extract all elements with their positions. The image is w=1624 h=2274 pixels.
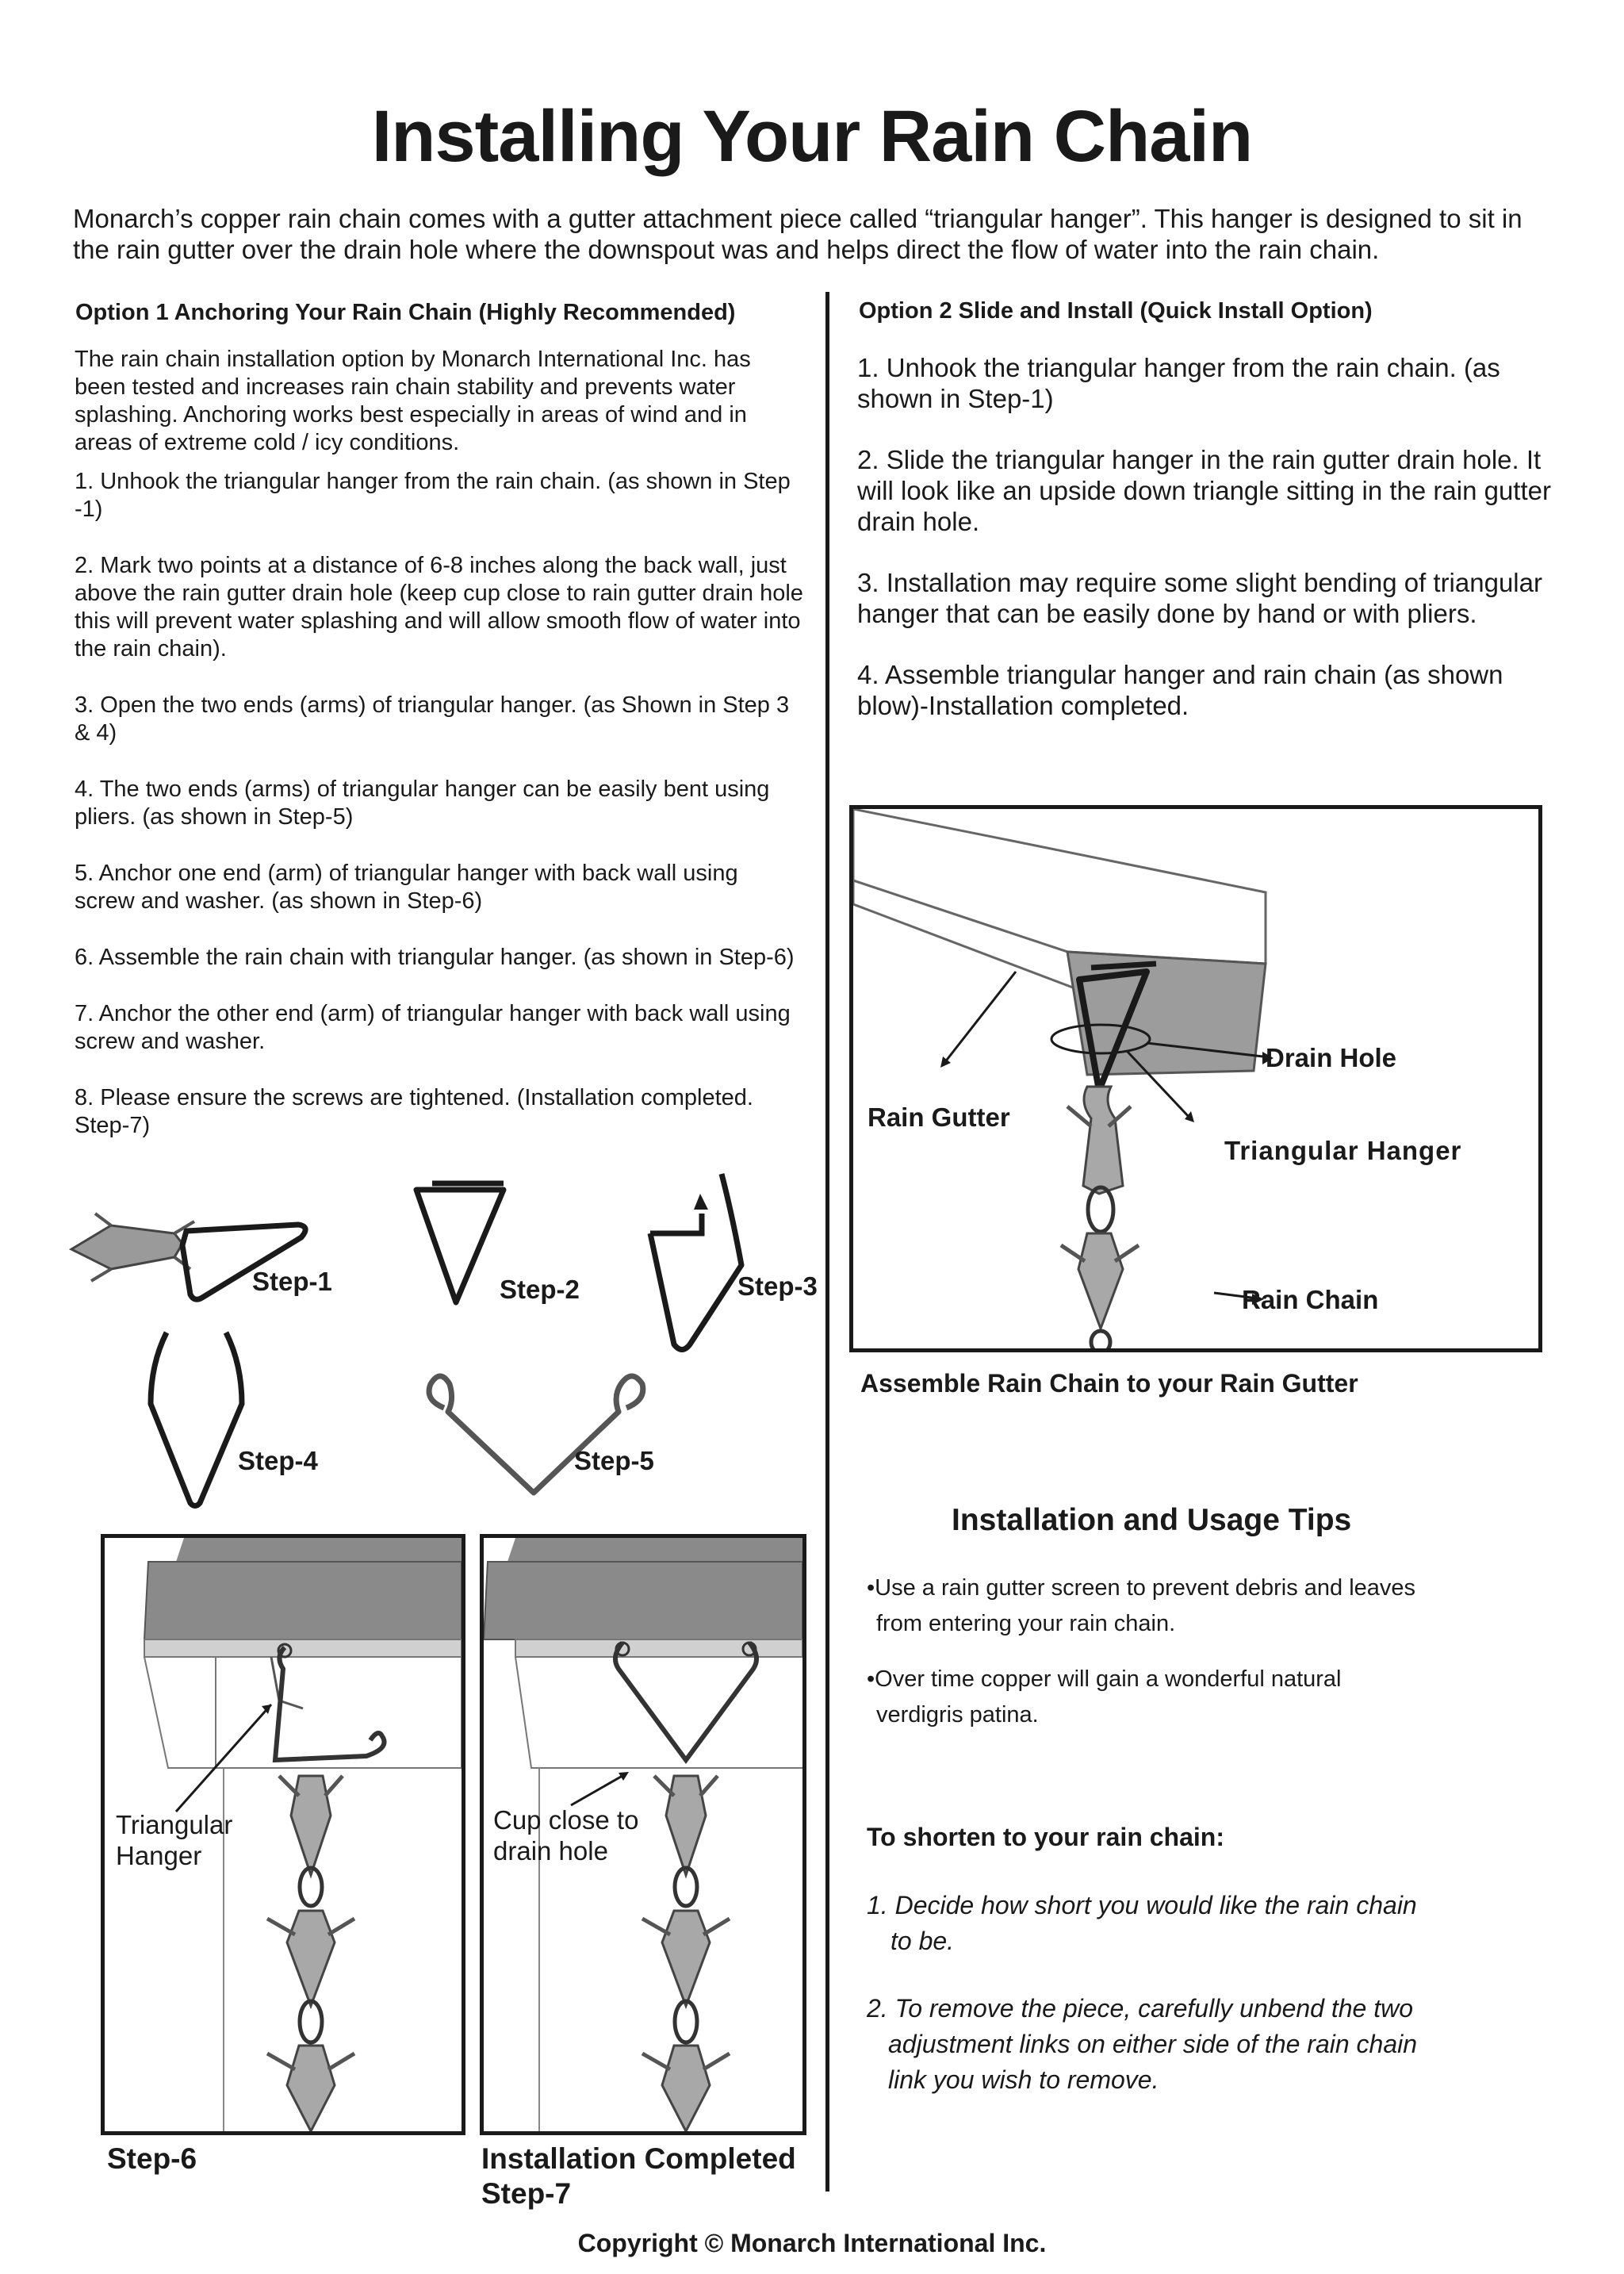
option1-step-1: 1. Unhook the triangular hanger from the rain chain. (as shown in Step -1) [75, 469, 791, 522]
step7-caption-line1: Installation Completed [481, 2142, 796, 2175]
tip-line: •Over time copper will gain a wonderful natural [867, 1666, 1342, 1692]
option1-step-2: 2. Mark two points at a distance of 6-8 inches along the back wall, just above the rain gutter drain hole (keep cup close to rain gutter drain hole this will prevent water splashing and will allow smooth flow of water into the rain chain). [75, 553, 803, 661]
option1-step-6: 6. Assemble the rain chain with triangular hanger. (as shown in Step-6) [75, 945, 795, 970]
option1-step-3: 3. Open the two ends (arms) of triangular hanger. (as Shown in Step 3 & 4) [75, 692, 790, 746]
option2-step-2: 2. Slide the triangular hanger in the rain gutter drain hole. It will look like an upside down triangle sitting in the rain gutter drain hole. [857, 445, 1551, 536]
triangular-hanger-callout [116, 1809, 232, 1871]
option1-column [75, 346, 804, 1168]
step6-caption: Step-6 [107, 2142, 197, 2175]
rain-chain-label: Rain Chain [1242, 1285, 1379, 1314]
option2-step-1: 1. Unhook the triangular hanger from the rain chain. (as shown in Step-1) [857, 353, 1500, 413]
shorten-line: 1. Decide how short you would like the rain chain [867, 1891, 1417, 1919]
copyright: Copyright © Monarch International Inc. [577, 2229, 1047, 2257]
gutter-assembly-box [849, 805, 1542, 1352]
copper-cup-icon [71, 1214, 194, 1281]
step4-illustration [143, 1325, 262, 1511]
option2-step-3: 3. Installation may require some slight bending of triangular hanger that can be easily done by hand or with pliers. [857, 568, 1542, 628]
step7-caption [481, 2142, 796, 2211]
step3-label: Step-3 [737, 1271, 818, 1301]
shorten-heading: To shorten to your rain chain: [867, 1823, 1224, 1851]
tip-item [867, 1570, 1517, 1642]
option1-step-5: 5. Anchor one end (arm) of triangular hanger with back wall using screw and washer. (as shown in Step-6) [75, 861, 738, 914]
step6-box [101, 1534, 465, 2135]
option1-heading: Option 1 Anchoring Your Rain Chain (Highly Recommended) [75, 300, 736, 325]
option2-step-4: 4. Assemble triangular hanger and rain chain (as shown blow)-Installation completed. [857, 660, 1503, 720]
step3-illustration [638, 1166, 749, 1356]
gutter-assembly-illustration [853, 809, 1538, 1348]
callout-line: drain hole [493, 1836, 608, 1866]
step1-label: Step-1 [252, 1267, 332, 1296]
column-divider [825, 292, 829, 2192]
step4-label: Step-4 [238, 1446, 318, 1475]
arrow-up-icon [694, 1194, 708, 1210]
shorten-line: adjustment links on either side of the rain chain [888, 2030, 1418, 2058]
drain-hole-label: Drain Hole [1266, 1043, 1397, 1072]
shorten-line: to be. [891, 1927, 955, 1955]
step5-illustration [416, 1364, 654, 1499]
option2-heading: Option 2 Slide and Install (Quick Install Option) [859, 298, 1373, 324]
tips-heading: Installation and Usage Tips [952, 1503, 1352, 1537]
tip-item [867, 1662, 1517, 1733]
shorten-line: 2. To remove the piece, carefully unbend the two [867, 1994, 1414, 2023]
option1-step-4: 4. The two ends (arms) of triangular hanger can be easily bent using pliers. (as shown in Step-5) [75, 777, 770, 830]
option1-description: The rain chain installation option by Monarch International Inc. has been tested and increases rain chain stability and prevents water splashing. Anchoring works best especially in areas of wind and in areas of extreme cold / icy conditions. [75, 347, 751, 455]
tip-line: from entering your rain chain. [876, 1611, 1176, 1636]
shorten-item [867, 1991, 1501, 2098]
step7-box [480, 1534, 806, 2135]
option1-step-8: 8. Please ensure the screws are tightened. (Installation completed. Step-7) [75, 1085, 753, 1138]
callout-line: Hanger [116, 1841, 202, 1870]
option2-column [857, 352, 1555, 751]
assemble-caption: Assemble Rain Chain to your Rain Gutter [860, 1369, 1358, 1398]
step5-label: Step-5 [574, 1446, 654, 1475]
rain-gutter-label: Rain Gutter [868, 1102, 1010, 1132]
step7-caption-line2: Step-7 [481, 2177, 572, 2210]
callout-line: Cup close to [493, 1805, 639, 1835]
option1-step-7: 7. Anchor the other end (arm) of triangular hanger with back wall using screw and washer. [75, 1001, 791, 1054]
step2-label: Step-2 [500, 1275, 580, 1304]
shorten-item [867, 1888, 1501, 1959]
intro-paragraph: Monarch’s copper rain chain comes with a gutter attachment piece called “triangular hanger”. This hanger is designed to sit in the rain gutter over the drain hole where the downspout was and helps direct the flow of water into the rain chain. [73, 204, 1522, 264]
rain-chain-cups-icon [267, 1776, 354, 2131]
tip-line: •Use a rain gutter screen to prevent debris and leaves [867, 1575, 1416, 1601]
triangular-hanger-label: Triangular Hanger [1224, 1136, 1462, 1165]
rain-chain-cups-icon [642, 1776, 730, 2131]
cup-close-callout [493, 1804, 638, 1866]
callout-line: Triangular [116, 1810, 233, 1839]
page-title: Installing Your Rain Chain [371, 96, 1253, 177]
tip-line: verdigris patina. [876, 1702, 1039, 1728]
shorten-line: link you wish to remove. [888, 2065, 1159, 2094]
rain-chain-cups-icon [1061, 1087, 1139, 1352]
